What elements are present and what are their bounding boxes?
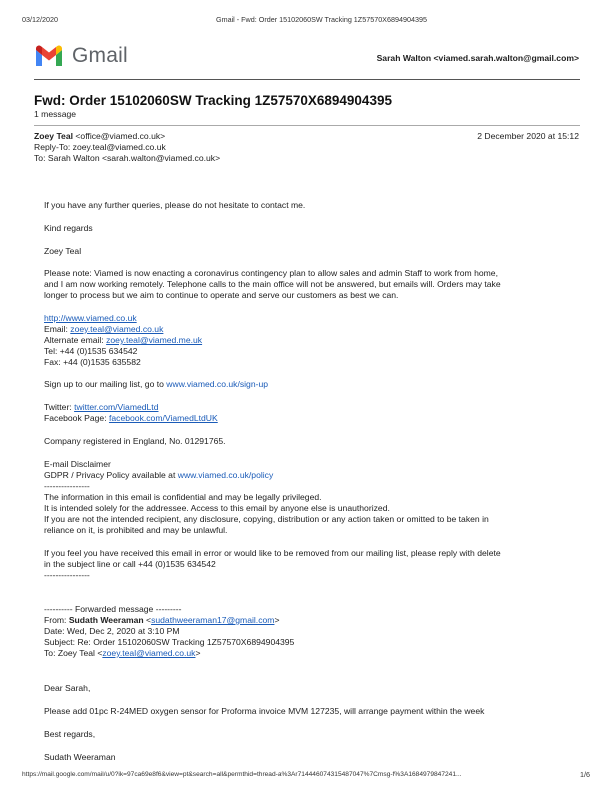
confidential-line-2: It is intended solely for the addressee. Access to this email by anyone else is unauthorized.: [44, 503, 390, 513]
gdpr-label: GDPR / Privacy Policy available at: [44, 470, 178, 480]
forwarded-from: [44, 615, 279, 626]
forwarded-heading: ---------- Forwarded message ---------: [44, 604, 182, 614]
forwarded-from-label: From:: [44, 615, 69, 625]
forwarded-from-email[interactable]: sudathweeraman17@gmail.com: [151, 615, 275, 625]
disclaimer-title: E-mail Disclaimer: [44, 459, 111, 469]
sender: [34, 131, 165, 142]
twitter-line: [44, 402, 158, 413]
email-link[interactable]: zoey.teal@viamed.co.uk: [70, 324, 164, 334]
forwarded-signature: Sudath Weeraman: [44, 752, 116, 762]
sender-name: Zoey Teal: [34, 131, 74, 141]
body-queries-line: If you have any further queries, please do not hesitate to contact me.: [44, 200, 306, 210]
account-email: Sarah Walton <viamed.sarah.walton@gmail.com>: [376, 53, 579, 63]
forwarded-subject: Subject: Re: Order 15102060SW Tracking 1Z57570X6894904395: [44, 637, 295, 647]
facebook-label: Facebook Page:: [44, 413, 109, 423]
forwarded-date: Date: Wed, Dec 2, 2020 at 3:10 PM: [44, 626, 180, 636]
divider-dashes-1: ----------------: [44, 481, 90, 491]
body-signature-name: Zoey Teal: [44, 246, 82, 256]
sender-email: <office@viamed.co.uk>: [75, 131, 166, 141]
forwarded-request: Please add 01pc R-24MED oxygen sensor for Proforma invoice MVM 127235, will arrange payment within the week: [44, 706, 485, 716]
message-count: 1 message: [34, 109, 77, 119]
error-line-1: If you feel you have received this email in error or would like to be removed from our mailing list, please reply with delete: [44, 548, 501, 558]
print-page-number: 1/6: [580, 770, 590, 779]
facebook-link[interactable]: facebook.com/ViamedLtdUK: [108, 413, 218, 423]
forwarded-from-close: >: [274, 615, 280, 625]
print-date: 03/12/2020: [22, 15, 58, 24]
confidential-line-1: The information in this email is confidential and may be legally privileged.: [44, 492, 322, 502]
company-registration: Company registered in England, No. 01291765.: [44, 436, 226, 446]
twitter-link[interactable]: twitter.com/ViamedLtd: [74, 402, 159, 412]
divider-dashes-2: ----------------: [44, 570, 90, 580]
recipient: To: Sarah Walton <sarah.walton@viamed.co.uk>: [34, 153, 221, 163]
print-title: Gmail - Fwd: Order 15102060SW Tracking 1Z57570X6894904395: [216, 15, 427, 24]
fax: Fax: +44 (0)1535 635582: [44, 357, 141, 367]
alternate-email-line: [44, 335, 202, 346]
message-date: 2 December 2020 at 15:12: [477, 131, 579, 141]
forwarded-to-email[interactable]: zoey.teal@viamed.co.uk: [102, 648, 196, 658]
gdpr-line: [44, 470, 273, 481]
facebook-line: [44, 413, 218, 424]
covid-note-line-1: Please note: Viamed is now enacting a coronavirus contingency plan to allow sales and admin Staff to work from home,: [44, 268, 498, 278]
alternate-email-link[interactable]: zoey.teal@viamed.me.uk: [106, 335, 203, 345]
signup-line: [44, 379, 268, 390]
email-subject: Fwd: Order 15102060SW Tracking 1Z57570X6894904395: [34, 93, 392, 108]
confidential-line-4: reliance on it, is prohibited and may be unlawful.: [44, 525, 228, 535]
alternate-email-label: Alternate email:: [44, 335, 107, 345]
forwarded-to: [44, 648, 201, 659]
email-label: Email:: [44, 324, 71, 334]
print-footer-url: https://mail.google.com/mail/u/0?ik=97ca69e8f6&view=pt&search=all&permthid=thread-a%3Ar714446074315487047%7Cmsg-f%3A1684979847241...: [22, 771, 462, 778]
confidential-line-3: If you are not the intended recipient, any disclosure, copying, distribution or any action taken or omitted to be taken in: [44, 514, 489, 524]
website-link-text[interactable]: http://www.viamed.co.uk: [44, 313, 137, 323]
forwarded-from-open: <: [143, 615, 152, 625]
covid-note-line-3: longer to process but we aim to continue to operate and serve our customers as best we can.: [44, 290, 399, 300]
reply-to: Reply-To: zoey.teal@viamed.co.uk: [34, 142, 166, 152]
forwarded-best-regards: Best regards,: [44, 729, 96, 739]
error-line-2: in the subject line or call +44 (0)1535 634542: [44, 559, 216, 569]
email-line: [44, 324, 163, 335]
gmail-logo-icon: [34, 44, 64, 68]
twitter-label: Twitter:: [44, 402, 75, 412]
gdpr-link[interactable]: www.viamed.co.uk/policy: [177, 470, 274, 480]
body-regards: Kind regards: [44, 223, 93, 233]
forwarded-from-name: Sudath Weeraman: [68, 615, 144, 625]
covid-note-line-2: and I am now working remotely. Telephone calls to the main office will not be answered, but emails will. Orders may take: [44, 279, 501, 289]
gmail-logo-text: Gmail: [72, 44, 128, 67]
forwarded-to-close: >: [195, 648, 201, 658]
subject-divider: [34, 125, 580, 126]
header-divider: [34, 79, 580, 80]
telephone: Tel: +44 (0)1535 634542: [44, 346, 138, 356]
signup-link[interactable]: www.viamed.co.uk/sign-up: [166, 379, 269, 389]
forwarded-to-label: To: Zoey Teal <: [44, 648, 103, 658]
website-link[interactable]: [44, 313, 137, 324]
forwarded-greeting: Dear Sarah,: [44, 683, 91, 693]
signup-label: Sign up to our mailing list, go to: [44, 379, 167, 389]
